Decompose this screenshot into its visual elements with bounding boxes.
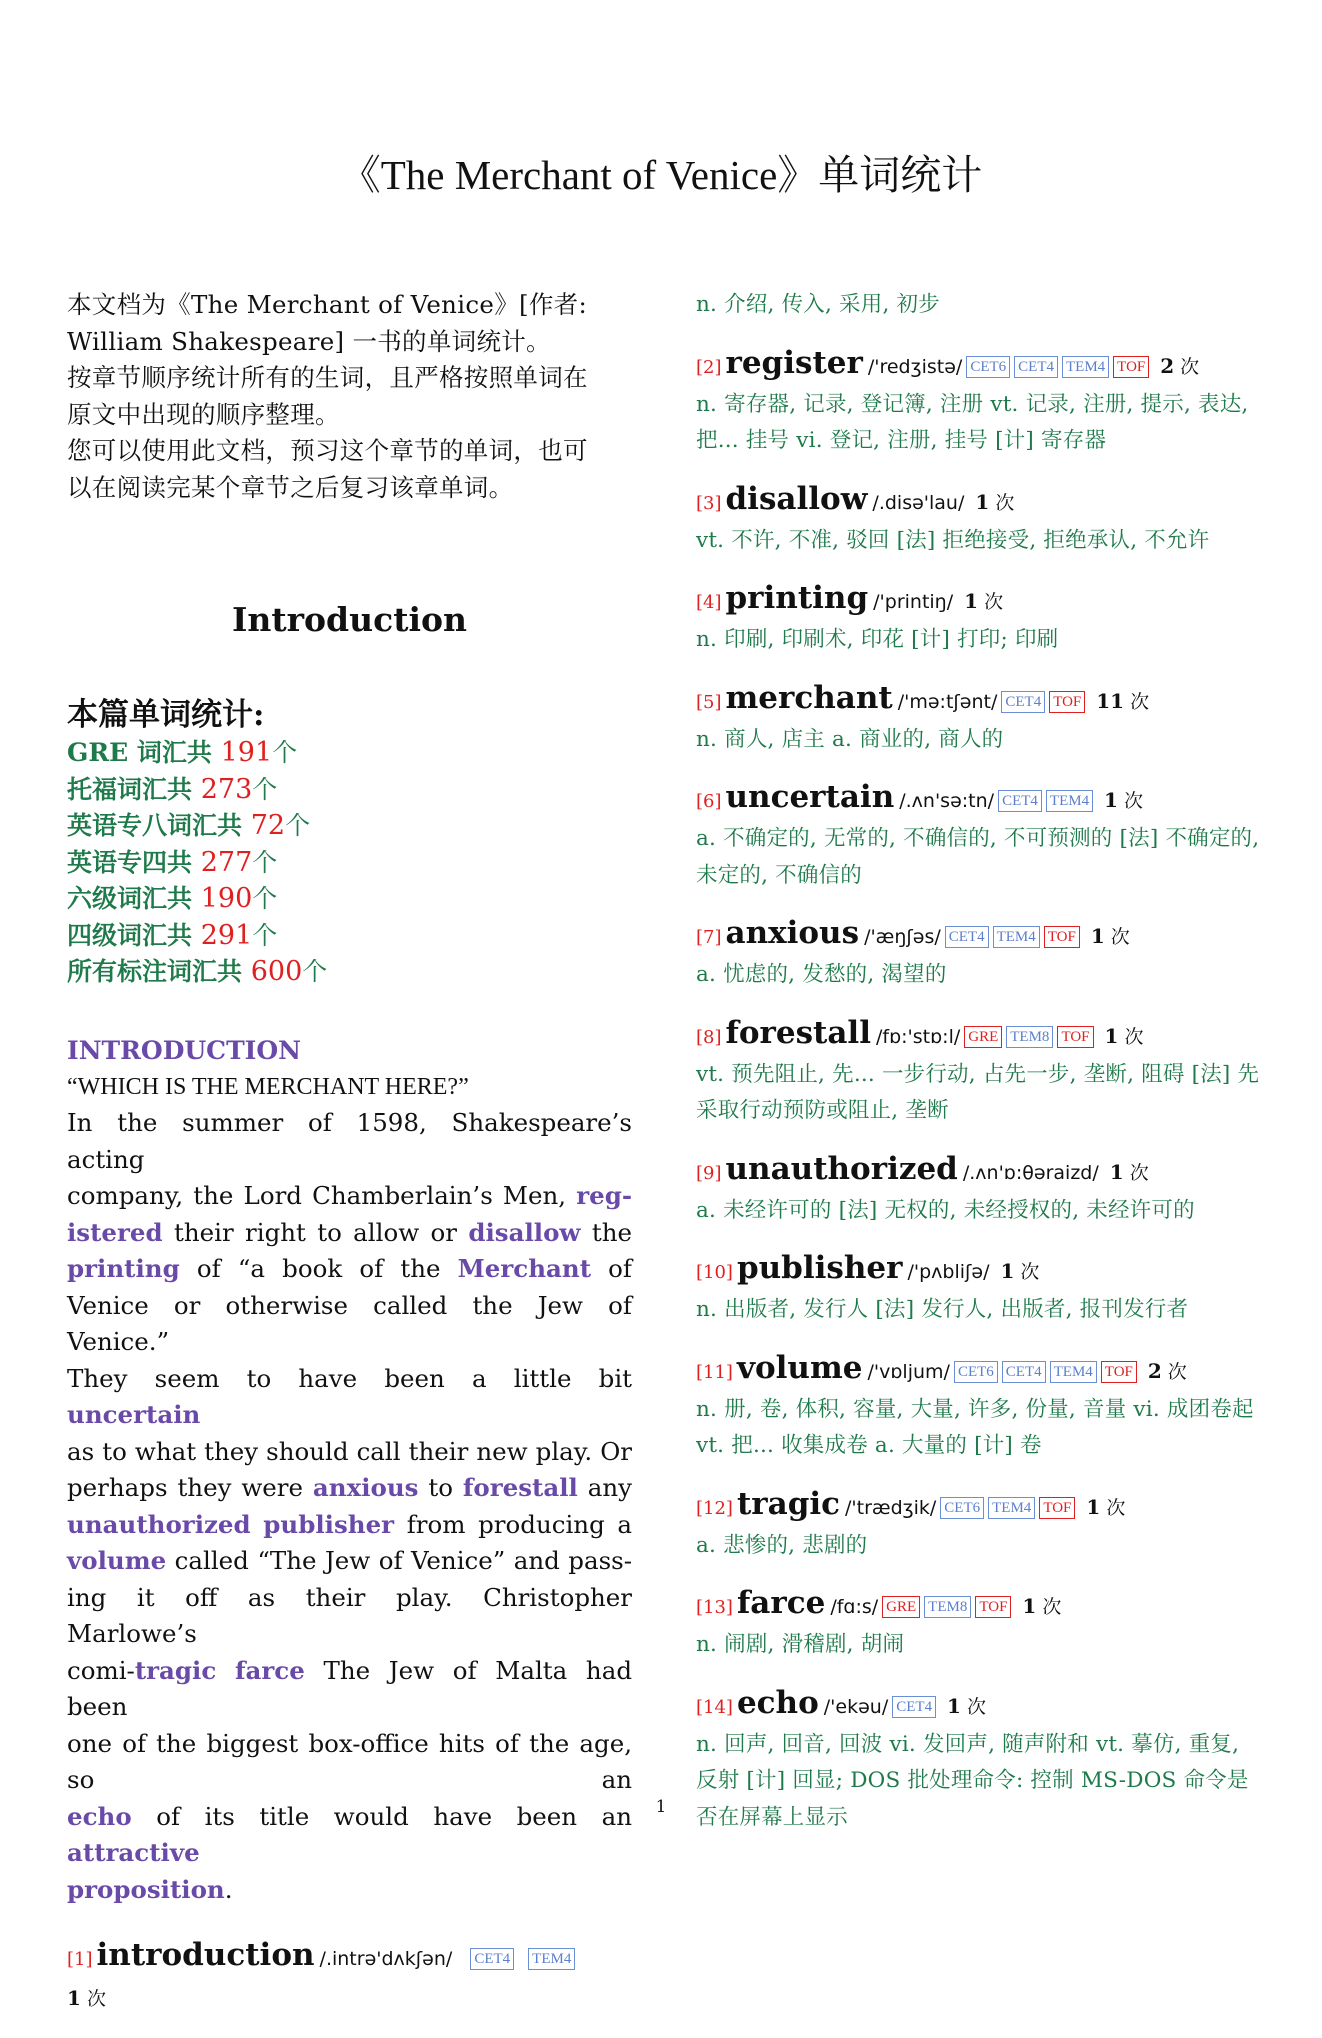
- exam-tag: CET6: [940, 1497, 984, 1519]
- entry-count: 1: [1102, 1159, 1124, 1184]
- entry-index: [12]: [696, 1497, 733, 1519]
- left-column: [67, 287, 632, 2038]
- entry-word: disallow: [725, 480, 868, 517]
- entry-index: [13]: [696, 1597, 733, 1618]
- entry-phonetic: /'redʒistə/: [867, 355, 963, 378]
- entry-count-unit: 次: [960, 1695, 987, 1718]
- entry-count: 1: [1083, 924, 1105, 948]
- entry-word: volume: [736, 1349, 863, 1386]
- entry-count-unit: 次: [1161, 1360, 1187, 1383]
- entry-definition: vt. 不许, 不准, 驳回 [法] 拒绝接受, 拒绝承认, 不允许: [696, 527, 1210, 553]
- entry-phonetic: /.intrə'dʌkʃən/: [319, 1948, 453, 1970]
- stat-row: [67, 881, 632, 918]
- vocab-word-highlight: proposition: [67, 1874, 225, 1904]
- exam-tag: CET4: [892, 1696, 936, 1718]
- word-entry: [696, 480, 1266, 560]
- exam-tag: CET4: [1001, 691, 1045, 713]
- stat-count: 277: [200, 846, 253, 878]
- entry-count: 1: [957, 589, 979, 613]
- stat-count: 291: [200, 919, 253, 951]
- entry-head: [696, 1249, 1266, 1292]
- intro-line: William Shakespeare] 一书的单词统计。: [67, 326, 551, 356]
- word-entry: [696, 1014, 1266, 1130]
- stat-label: 英语专八词汇共: [67, 811, 251, 840]
- vocab-word-highlight: unauthorized: [67, 1509, 251, 1539]
- stat-unit: 个: [302, 957, 328, 986]
- exam-tag: GRE: [882, 1596, 920, 1618]
- entry-phonetic: /.ʌn'sə:tn/: [899, 790, 995, 812]
- entry-index: [7]: [696, 927, 722, 948]
- entry-word: introduction: [96, 1937, 315, 1973]
- entry-index: [1]: [67, 1949, 93, 1970]
- exam-tag: TEM4: [1062, 356, 1109, 378]
- intro-line: 以在阅读完某个章节之后复习该章单词。: [67, 472, 514, 502]
- entry-phonetic: /'pʌbliʃə/: [907, 1261, 990, 1283]
- section-quote: “WHICH IS THE MERCHANT HERE?”: [67, 1073, 469, 1100]
- exam-tag: TOF: [1057, 1026, 1093, 1048]
- entry-definition: n. 闹剧, 滑稽剧, 胡闹: [696, 1632, 905, 1657]
- exam-tag: GRE: [964, 1026, 1002, 1048]
- vocab-word-highlight: tragic: [134, 1655, 217, 1685]
- body-text-run: of: [591, 1254, 632, 1283]
- stat-label: 四级词汇共: [67, 920, 201, 950]
- stat-label: 托福词汇共: [67, 774, 201, 804]
- entry-head: [696, 1485, 1266, 1528]
- stat-row: [67, 808, 632, 845]
- vocab-word-highlight: volume: [67, 1546, 167, 1575]
- entry-word: anxious: [725, 915, 860, 951]
- entry-word: publisher: [736, 1250, 903, 1286]
- entry-count: 1: [1079, 1494, 1101, 1519]
- word-entry: [696, 1485, 1266, 1565]
- body-line: [67, 1434, 632, 1471]
- body-text-run: of its title would have been an: [131, 1801, 632, 1831]
- entry-definition: n. 寄存器, 记录, 登记簿, 注册 vt. 记录, 注册, 提示, 表达, 把... 挂号 vi. 登记, 注册, 挂号 [计] 寄存器: [696, 391, 1249, 453]
- entry-count-unit: 次: [1174, 355, 1200, 378]
- stat-unit: 个: [252, 774, 278, 804]
- entry-head: [696, 344, 1266, 387]
- entry-definition: n. 介绍, 传入, 采用, 初步: [696, 292, 940, 317]
- entry-count: 1: [1097, 788, 1118, 812]
- entry-word: register: [725, 344, 863, 381]
- entry-definition: n. 商人, 店主 a. 商业的, 商人的: [696, 726, 1004, 752]
- entry-phonetic: /fɑ:s/: [830, 1596, 879, 1618]
- stat-label: 六级词汇共: [67, 884, 201, 913]
- vocab-word-highlight: publisher: [263, 1509, 395, 1539]
- stat-row: [67, 772, 632, 809]
- body-text-run: company, the Lord Chamberlain’s Men,: [67, 1181, 577, 1210]
- entry-count: 2: [1153, 353, 1175, 378]
- stat-row: [67, 735, 632, 772]
- entry-index: [2]: [696, 356, 722, 378]
- entry-word: echo: [736, 1684, 819, 1721]
- entry-index: [6]: [696, 791, 722, 812]
- entry-head: [696, 579, 1266, 622]
- word-entry: [696, 579, 1266, 659]
- entry-count: 1: [940, 1693, 961, 1718]
- vocab-word-highlight: forestall: [462, 1473, 578, 1502]
- body-line: [67, 1361, 632, 1434]
- stats-list: [67, 735, 632, 991]
- body-text-run: from producing a: [394, 1509, 632, 1539]
- entry-head: [696, 1349, 1266, 1392]
- entry-definition: n. 印刷, 印刷术, 印花 [计] 打印; 印刷: [696, 627, 1059, 652]
- entry-count-unit: 次: [1123, 1161, 1149, 1184]
- body-text-run: ing it off as their play. Christopher Marlowe’s: [67, 1582, 632, 1648]
- body-text-run: called “The Jew of Venice” and pass-: [166, 1546, 632, 1575]
- word-entry: [696, 1584, 1266, 1664]
- exam-tag: TOF: [1039, 1497, 1075, 1519]
- vocab-word-highlight: disallow: [468, 1217, 581, 1247]
- entry-head: [696, 1150, 1266, 1193]
- entry-count-unit: 次: [1100, 1496, 1126, 1519]
- vocab-word-highlight: uncertain: [67, 1400, 201, 1429]
- body-line: [67, 1251, 632, 1288]
- body-text-run: The Jew of Malta had been: [67, 1655, 632, 1721]
- entry-definition: a. 未经许可的 [法] 无权的, 未经授权的, 未经许可的: [696, 1197, 1195, 1223]
- stat-unit: 个: [252, 920, 278, 950]
- word-entry: [696, 1249, 1266, 1329]
- intro-paragraph: [67, 287, 632, 506]
- chapter-title: Introduction: [231, 600, 467, 639]
- entry-definition: n. 出版者, 发行人 [法] 发行人, 出版者, 报刊发行者: [696, 1297, 1189, 1322]
- word-entry: [696, 914, 1266, 994]
- entry-count-unit: 次: [1118, 1025, 1144, 1048]
- stat-row: [67, 954, 632, 991]
- entry-phonetic: /'trædʒik/: [845, 1496, 937, 1519]
- exam-tag: TEM4: [528, 1948, 575, 1970]
- body-text-run: the: [580, 1217, 632, 1247]
- exam-tag: TOF: [1101, 1361, 1137, 1383]
- vocab-word-highlight: istered: [67, 1217, 163, 1247]
- entry-head: [696, 679, 1266, 722]
- entry-head: [67, 1936, 632, 2018]
- entry-word: uncertain: [725, 779, 895, 815]
- stat-label: 英语专四共: [67, 847, 201, 877]
- entry-index: [4]: [696, 592, 722, 613]
- exam-tag: TEM8: [1006, 1026, 1053, 1048]
- exam-tag: TOF: [1113, 356, 1149, 378]
- entry-index: [8]: [696, 1026, 722, 1048]
- stat-row: [67, 918, 632, 955]
- body-text-run: Venice or otherwise called the Jew of Venice.”: [67, 1290, 632, 1356]
- entry-count: 2: [1140, 1358, 1162, 1383]
- stat-count: 190: [200, 883, 253, 914]
- entry-count: 1: [1097, 1023, 1119, 1048]
- body-line: [67, 1872, 632, 1909]
- entry-phonetic: /'vɒljum/: [867, 1360, 950, 1383]
- word-entry: [696, 344, 1266, 460]
- stat-row: [67, 845, 632, 882]
- entry-word: merchant: [725, 679, 893, 716]
- intro-line: 本文档为《The Merchant of Venice》[作者:: [67, 290, 588, 319]
- entry-count: 1: [968, 489, 990, 514]
- entry-head: [696, 778, 1266, 821]
- document-title: 《The Merchant of Venice》单词统计: [339, 152, 983, 198]
- body-paragraph: [67, 1105, 632, 1908]
- body-line: [67, 1653, 632, 1726]
- body-text-run: as to what they should call their new play. Or: [67, 1436, 632, 1466]
- vocab-word-highlight: attractive: [67, 1838, 200, 1867]
- section-heading: INTRODUCTION: [67, 1035, 302, 1065]
- exam-tag: TOF: [1049, 691, 1085, 713]
- entry-word: forestall: [725, 1014, 871, 1051]
- stats-heading: 本篇单词统计:: [67, 697, 265, 733]
- entry-phonetic: /'printiŋ/: [873, 591, 954, 613]
- body-text-run: [216, 1656, 235, 1685]
- body-line: [67, 1507, 632, 1544]
- exam-tag: TEM4: [1046, 790, 1093, 812]
- entry-definition: a. 忧虑的, 发愁的, 渴望的: [696, 962, 947, 987]
- vocab-word-highlight: reg-: [576, 1181, 632, 1210]
- entry-index: [3]: [696, 492, 722, 514]
- exam-tag: TOF: [975, 1596, 1011, 1618]
- entry-word: tragic: [736, 1485, 841, 1522]
- stat-unit: 个: [272, 738, 298, 767]
- body-text-run: .: [224, 1874, 233, 1904]
- exam-tag: TEM4: [988, 1497, 1035, 1519]
- exam-tag: CET4: [1014, 356, 1058, 378]
- stat-unit: 个: [252, 847, 278, 877]
- entry-index: [5]: [696, 691, 722, 713]
- exam-tag: TEM4: [1050, 1361, 1097, 1383]
- stat-unit: 个: [285, 811, 311, 840]
- entry-definition: n. 册, 卷, 体积, 容量, 大量, 许多, 份量, 音量 vi. 成团卷起 vt. 把... 收集成卷 a. 大量的 [计] 卷: [696, 1396, 1254, 1458]
- body-line: [67, 1178, 632, 1215]
- stat-unit: 个: [252, 884, 278, 913]
- body-line: [67, 1470, 632, 1507]
- exam-tag: CET6: [954, 1361, 998, 1383]
- stat-count: 600: [250, 956, 303, 987]
- body-line: [67, 1288, 632, 1361]
- intro-line: 按章节顺序统计所有的生词，且严格按照单词在: [67, 363, 588, 392]
- word-entry: [696, 778, 1266, 894]
- entry-count: 1: [993, 1259, 1015, 1283]
- entry-phonetic: /'ekəu/: [823, 1695, 889, 1718]
- entry-count-unit: 次: [80, 1988, 106, 2010]
- entry-phonetic: /'mə:tʃənt/: [897, 690, 998, 713]
- body-line: [67, 1215, 632, 1252]
- entry-word: unauthorized: [725, 1150, 958, 1187]
- body-text-run: [251, 1510, 264, 1539]
- entry-phonetic: /.ʌn'ɒ:θəraizd/: [962, 1161, 1099, 1184]
- entry-phonetic: /.disə'lau/: [872, 491, 965, 514]
- entry-count-unit: 次: [978, 591, 1004, 613]
- stat-count: 273: [200, 773, 253, 805]
- entry-definition: n. 回声, 回音, 回波 vi. 发回声, 随声附和 vt. 摹仿, 重复, 反射 [计] 回显; DOS 批处理命令: 控制 MS-DOS 命令是否在屏幕上显示: [696, 1731, 1249, 1830]
- entry-count: 1: [67, 1986, 81, 2010]
- right-column: [696, 287, 1266, 1856]
- entry-definition: a. 悲惨的, 悲剧的: [696, 1532, 868, 1558]
- entry-definition: vt. 预先阻止, 先... 一步行动, 占先一步, 垄断, 阻碍 [法] 先采取行动预防或阻止, 垄断: [696, 1061, 1260, 1123]
- entry-index: [14]: [696, 1696, 733, 1718]
- entry-count-unit: 次: [1117, 790, 1144, 812]
- entry-count-unit: 次: [989, 491, 1015, 514]
- body-line: [67, 1543, 632, 1580]
- exam-tag: TEM4: [993, 926, 1040, 948]
- entry-count-unit: 次: [1014, 1261, 1040, 1283]
- entry-head: [696, 1014, 1266, 1057]
- entry-count-unit: 次: [1104, 926, 1130, 948]
- intro-line: 原文中出现的顺序整理。: [67, 399, 340, 429]
- vocab-word-highlight: Merchant: [457, 1254, 592, 1283]
- vocab-word-highlight: farce: [234, 1655, 305, 1685]
- entry-head: [696, 1584, 1266, 1627]
- body-text-run: In the summer of 1598, Shakespeare’s acting: [67, 1108, 632, 1174]
- entry-count: 1: [1015, 1594, 1037, 1618]
- body-text-run: their right to allow or: [162, 1217, 469, 1247]
- page-number: 1: [655, 1797, 667, 1817]
- entry-index: [10]: [696, 1262, 733, 1283]
- stat-count: 72: [250, 810, 286, 841]
- left-word-entries: [67, 1936, 632, 2018]
- body-text-run: perhaps they were: [67, 1473, 313, 1502]
- stat-label: GRE 词汇共: [67, 738, 221, 767]
- entry-phonetic: /'æŋʃəs/: [864, 926, 941, 948]
- entry-index: [9]: [696, 1162, 722, 1184]
- body-text-run: They seem to have been a little bit: [67, 1363, 632, 1393]
- body-line: [67, 1580, 632, 1653]
- body-text-run: any: [577, 1473, 633, 1502]
- entry-definition: a. 不确定的, 无常的, 不确信的, 不可预测的 [法] 不确定的, 未定的, 不确信的: [696, 826, 1260, 888]
- word-entry: [696, 1150, 1266, 1230]
- exam-tag: CET4: [945, 926, 989, 948]
- intro-line: 您可以使用此文档，预习这个章节的单词，也可: [67, 436, 588, 465]
- word-entry: [696, 679, 1266, 759]
- entry-phonetic: /fɒ:'stɒ:l/: [875, 1025, 961, 1048]
- body-line: [67, 1105, 632, 1178]
- body-line: [67, 1726, 632, 1799]
- vocab-word-highlight: echo: [67, 1801, 132, 1831]
- word-entry: [67, 1936, 632, 2018]
- body-text-run: to: [418, 1473, 463, 1502]
- entry-count-unit: 次: [1036, 1596, 1062, 1618]
- exam-tag: CET4: [1002, 1361, 1046, 1383]
- entry-count-unit: 次: [1124, 690, 1150, 713]
- stat-label: 所有标注词汇共: [67, 957, 251, 986]
- exam-tag: TOF: [1044, 926, 1080, 948]
- stat-count: 191: [220, 737, 273, 768]
- exam-tag: CET6: [966, 356, 1010, 378]
- entry-head: [696, 1684, 1266, 1727]
- entry-head: [696, 480, 1266, 523]
- entry-word: farce: [736, 1585, 826, 1621]
- entry-word: printing: [725, 580, 869, 616]
- entry-head: [696, 914, 1266, 957]
- body-text-run: one of the biggest box-office hits of the age, so an: [67, 1728, 632, 1794]
- entry-count: 11: [1089, 688, 1125, 713]
- body-text-run: comi-: [67, 1655, 135, 1685]
- entry-index: [11]: [696, 1361, 733, 1383]
- exam-tag: CET4: [470, 1948, 514, 1970]
- exam-tag: CET4: [998, 790, 1042, 812]
- vocab-word-highlight: printing: [67, 1254, 180, 1283]
- word-entry: [696, 1349, 1266, 1465]
- exam-tag: TEM8: [924, 1596, 971, 1618]
- vocab-word-highlight: anxious: [312, 1473, 419, 1502]
- body-text-run: of “a book of the: [179, 1254, 458, 1283]
